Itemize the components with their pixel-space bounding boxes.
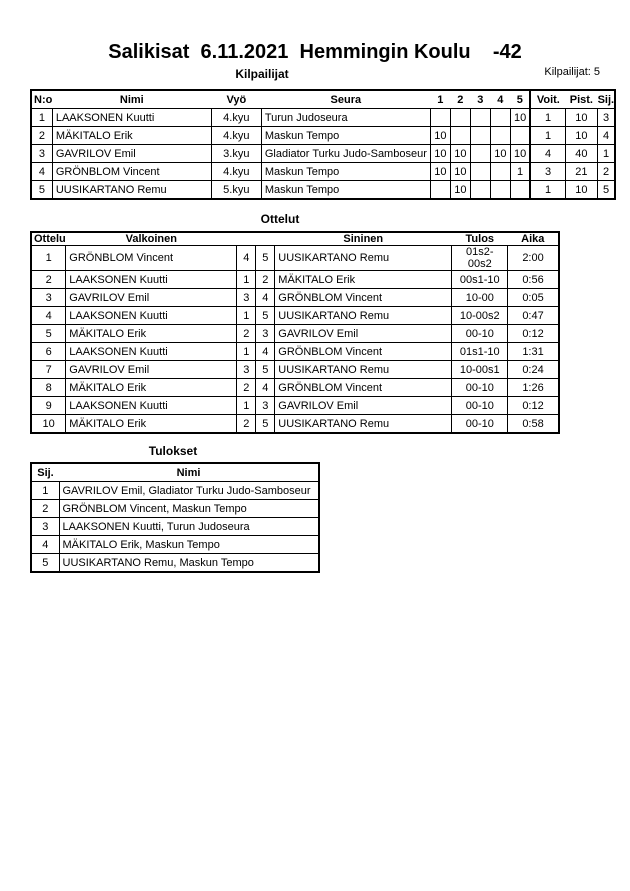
result-row (31, 554, 319, 573)
section-title-ottelut: Ottelut (260, 212, 300, 226)
competitor-wins: 3 (530, 163, 565, 181)
match-result: 01s2-00s2 (452, 246, 508, 271)
match-result: 00-10 (452, 415, 508, 434)
match-result: 00s1-10 (452, 271, 508, 289)
blue-player-name: GAVRILOV Emil (275, 325, 452, 343)
header-placement: Sij. (31, 463, 59, 482)
result-row (31, 500, 319, 518)
white-player-name: MÄKITALO Erik (66, 415, 237, 434)
competitor-club: Maskun Tempo (261, 163, 430, 181)
white-player-name: LAAKSONEN Kuutti (66, 343, 237, 361)
match-result: 10-00s2 (452, 307, 508, 325)
ottelut-header-row (31, 232, 559, 246)
competitor-count-label: Kilpailijat: 5 (544, 66, 600, 78)
competitor-number: 4 (31, 163, 52, 181)
white-player-number: 4 (237, 246, 256, 271)
competitor-wins: 1 (530, 127, 565, 145)
score-vs-3 (470, 145, 490, 163)
white-player-name: MÄKITALO Erik (66, 379, 237, 397)
score-vs-2 (450, 109, 470, 127)
match-time: 2:00 (508, 246, 559, 271)
competitor-number: 1 (31, 109, 52, 127)
competitor-placement: 5 (597, 181, 615, 200)
header-white-number (237, 232, 256, 246)
match-number: 3 (31, 289, 66, 307)
header-vyo: Vyö (211, 90, 261, 109)
header-round-2: 2 (450, 90, 470, 109)
match-time: 0:58 (508, 415, 559, 434)
result-row (31, 536, 319, 554)
blue-player-name: GRÖNBLOM Vincent (275, 343, 452, 361)
header-no: N:o (31, 90, 52, 109)
blue-player-name: UUSIKARTANO Remu (275, 415, 452, 434)
match-time: 0:24 (508, 361, 559, 379)
header-valkoinen: Valkoinen (66, 232, 237, 246)
blue-player-number: 2 (256, 271, 275, 289)
competitor-name: GAVRILOV Emil (52, 145, 211, 163)
score-vs-2: 10 (450, 163, 470, 181)
competitor-name: LAAKSONEN Kuutti (52, 109, 211, 127)
competitor-name: GRÖNBLOM Vincent (52, 163, 211, 181)
section-title-tulokset: Tulokset (148, 444, 198, 458)
competitor-wins: 1 (530, 109, 565, 127)
competitor-wins: 1 (530, 181, 565, 200)
match-time: 0:56 (508, 271, 559, 289)
blue-player-name: GAVRILOV Emil (275, 397, 452, 415)
match-number: 5 (31, 325, 66, 343)
white-player-name: GRÖNBLOM Vincent (66, 246, 237, 271)
score-vs-2: 10 (450, 145, 470, 163)
score-vs-3 (470, 109, 490, 127)
blue-player-number: 4 (256, 343, 275, 361)
header-seura: Seura (261, 90, 430, 109)
competitor-name: MÄKITALO Erik (52, 127, 211, 145)
score-vs-1: 10 (430, 127, 450, 145)
match-result: 10-00s1 (452, 361, 508, 379)
header-round-1: 1 (430, 90, 450, 109)
white-player-number: 1 (237, 397, 256, 415)
result-placement: 1 (31, 482, 59, 500)
blue-player-number: 5 (256, 246, 275, 271)
score-vs-2 (450, 127, 470, 145)
white-player-number: 1 (237, 271, 256, 289)
score-vs-2: 10 (450, 181, 470, 200)
competitor-row (31, 163, 615, 181)
match-result: 01s1-10 (452, 343, 508, 361)
header-voit: Voit. (530, 90, 565, 109)
match-row (31, 415, 559, 434)
competitor-placement: 3 (597, 109, 615, 127)
blue-player-name: UUSIKARTANO Remu (275, 307, 452, 325)
competitor-belt: 3.kyu (211, 145, 261, 163)
match-time: 0:12 (508, 325, 559, 343)
competitor-points: 21 (565, 163, 597, 181)
competitor-placement: 1 (597, 145, 615, 163)
competitor-row (31, 181, 615, 200)
match-result: 10-00 (452, 289, 508, 307)
score-vs-5 (510, 127, 530, 145)
header-name: Nimi (59, 463, 319, 482)
match-row (31, 271, 559, 289)
blue-player-number: 4 (256, 289, 275, 307)
competitor-number: 3 (31, 145, 52, 163)
kilpailijat-table (30, 89, 616, 200)
competitor-points: 40 (565, 145, 597, 163)
blue-player-number: 3 (256, 397, 275, 415)
white-player-name: LAAKSONEN Kuutti (66, 397, 237, 415)
competitor-belt: 4.kyu (211, 163, 261, 181)
competitor-number: 2 (31, 127, 52, 145)
header-ottelu: Ottelu (31, 232, 66, 246)
blue-player-name: GRÖNBLOM Vincent (275, 379, 452, 397)
header-round-5: 5 (510, 90, 530, 109)
competitor-wins: 4 (530, 145, 565, 163)
match-row (31, 325, 559, 343)
blue-player-number: 5 (256, 307, 275, 325)
score-vs-4 (490, 109, 510, 127)
score-vs-1 (430, 181, 450, 200)
white-player-name: GAVRILOV Emil (66, 289, 237, 307)
tulokset-header-row (31, 463, 319, 482)
header-sij: Sij. (597, 90, 615, 109)
competitor-belt: 4.kyu (211, 109, 261, 127)
match-time: 0:47 (508, 307, 559, 325)
white-player-number: 2 (237, 325, 256, 343)
score-vs-1: 10 (430, 163, 450, 181)
score-vs-1 (430, 109, 450, 127)
header-nimi: Nimi (52, 90, 211, 109)
competitor-row (31, 109, 615, 127)
blue-player-name: GRÖNBLOM Vincent (275, 289, 452, 307)
header-round-3: 3 (470, 90, 490, 109)
competitor-row (31, 127, 615, 145)
score-vs-4: 10 (490, 145, 510, 163)
white-player-name: LAAKSONEN Kuutti (66, 271, 237, 289)
match-number: 9 (31, 397, 66, 415)
match-row (31, 397, 559, 415)
match-number: 10 (31, 415, 66, 434)
competitor-placement: 4 (597, 127, 615, 145)
white-player-number: 2 (237, 415, 256, 434)
score-vs-3 (470, 127, 490, 145)
competitor-belt: 4.kyu (211, 127, 261, 145)
match-row (31, 246, 559, 271)
score-vs-4 (490, 127, 510, 145)
match-result: 00-10 (452, 325, 508, 343)
match-number: 6 (31, 343, 66, 361)
competitor-points: 10 (565, 181, 597, 200)
header-pist: Pist. (565, 90, 597, 109)
white-player-number: 2 (237, 379, 256, 397)
ottelut-table (30, 231, 560, 434)
match-row (31, 307, 559, 325)
result-placement: 3 (31, 518, 59, 536)
match-result: 00-10 (452, 379, 508, 397)
competitor-club: Maskun Tempo (261, 181, 430, 200)
result-placement: 2 (31, 500, 59, 518)
match-result: 00-10 (452, 397, 508, 415)
header-round-4: 4 (490, 90, 510, 109)
match-time: 0:05 (508, 289, 559, 307)
score-vs-5 (510, 181, 530, 200)
score-vs-5: 1 (510, 163, 530, 181)
header-blue-number (256, 232, 275, 246)
white-player-number: 3 (237, 289, 256, 307)
match-number: 1 (31, 246, 66, 271)
white-player-number: 3 (237, 361, 256, 379)
score-vs-4 (490, 163, 510, 181)
score-vs-3 (470, 181, 490, 200)
competitor-number: 5 (31, 181, 52, 200)
result-name-club: GAVRILOV Emil, Gladiator Turku Judo-Samboseur (59, 482, 319, 500)
match-time: 0:12 (508, 397, 559, 415)
result-row (31, 518, 319, 536)
result-placement: 5 (31, 554, 59, 573)
match-number: 7 (31, 361, 66, 379)
blue-player-name: UUSIKARTANO Remu (275, 361, 452, 379)
match-number: 2 (31, 271, 66, 289)
result-name-club: LAAKSONEN Kuutti, Turun Judoseura (59, 518, 319, 536)
match-row (31, 361, 559, 379)
tulokset-table (30, 462, 320, 573)
match-number: 8 (31, 379, 66, 397)
page-title: Salikisat 6.11.2021 Hemmingin Koulu -42 (108, 41, 522, 63)
result-name-club: UUSIKARTANO Remu, Maskun Tempo (59, 554, 319, 573)
competitor-club: Maskun Tempo (261, 127, 430, 145)
result-row (31, 482, 319, 500)
score-vs-3 (470, 163, 490, 181)
white-player-number: 1 (237, 343, 256, 361)
score-vs-5: 10 (510, 109, 530, 127)
competitor-placement: 2 (597, 163, 615, 181)
match-number: 4 (31, 307, 66, 325)
competitor-points: 10 (565, 127, 597, 145)
blue-player-name: UUSIKARTANO Remu (275, 246, 452, 271)
white-player-name: LAAKSONEN Kuutti (66, 307, 237, 325)
match-row (31, 343, 559, 361)
match-row (31, 379, 559, 397)
competitor-club: Turun Judoseura (261, 109, 430, 127)
white-player-name: GAVRILOV Emil (66, 361, 237, 379)
score-vs-1: 10 (430, 145, 450, 163)
match-time: 1:26 (508, 379, 559, 397)
result-name-club: GRÖNBLOM Vincent, Maskun Tempo (59, 500, 319, 518)
blue-player-number: 3 (256, 325, 275, 343)
blue-player-number: 5 (256, 415, 275, 434)
match-time: 1:31 (508, 343, 559, 361)
competitor-name: UUSIKARTANO Remu (52, 181, 211, 200)
kilpailijat-header-row (31, 90, 615, 109)
result-name-club: MÄKITALO Erik, Maskun Tempo (59, 536, 319, 554)
blue-player-number: 5 (256, 361, 275, 379)
header-aika: Aika (508, 232, 559, 246)
match-row (31, 289, 559, 307)
section-title-kilpailijat: Kilpailijat (235, 67, 289, 81)
competitor-club: Gladiator Turku Judo-Samboseur (261, 145, 430, 163)
competitor-belt: 5.kyu (211, 181, 261, 200)
blue-player-number: 4 (256, 379, 275, 397)
white-player-number: 1 (237, 307, 256, 325)
score-vs-5: 10 (510, 145, 530, 163)
result-placement: 4 (31, 536, 59, 554)
white-player-name: MÄKITALO Erik (66, 325, 237, 343)
competitor-points: 10 (565, 109, 597, 127)
blue-player-name: MÄKITALO Erik (275, 271, 452, 289)
header-sininen: Sininen (275, 232, 452, 246)
header-tulos: Tulos (452, 232, 508, 246)
score-vs-4 (490, 181, 510, 200)
competitor-row (31, 145, 615, 163)
